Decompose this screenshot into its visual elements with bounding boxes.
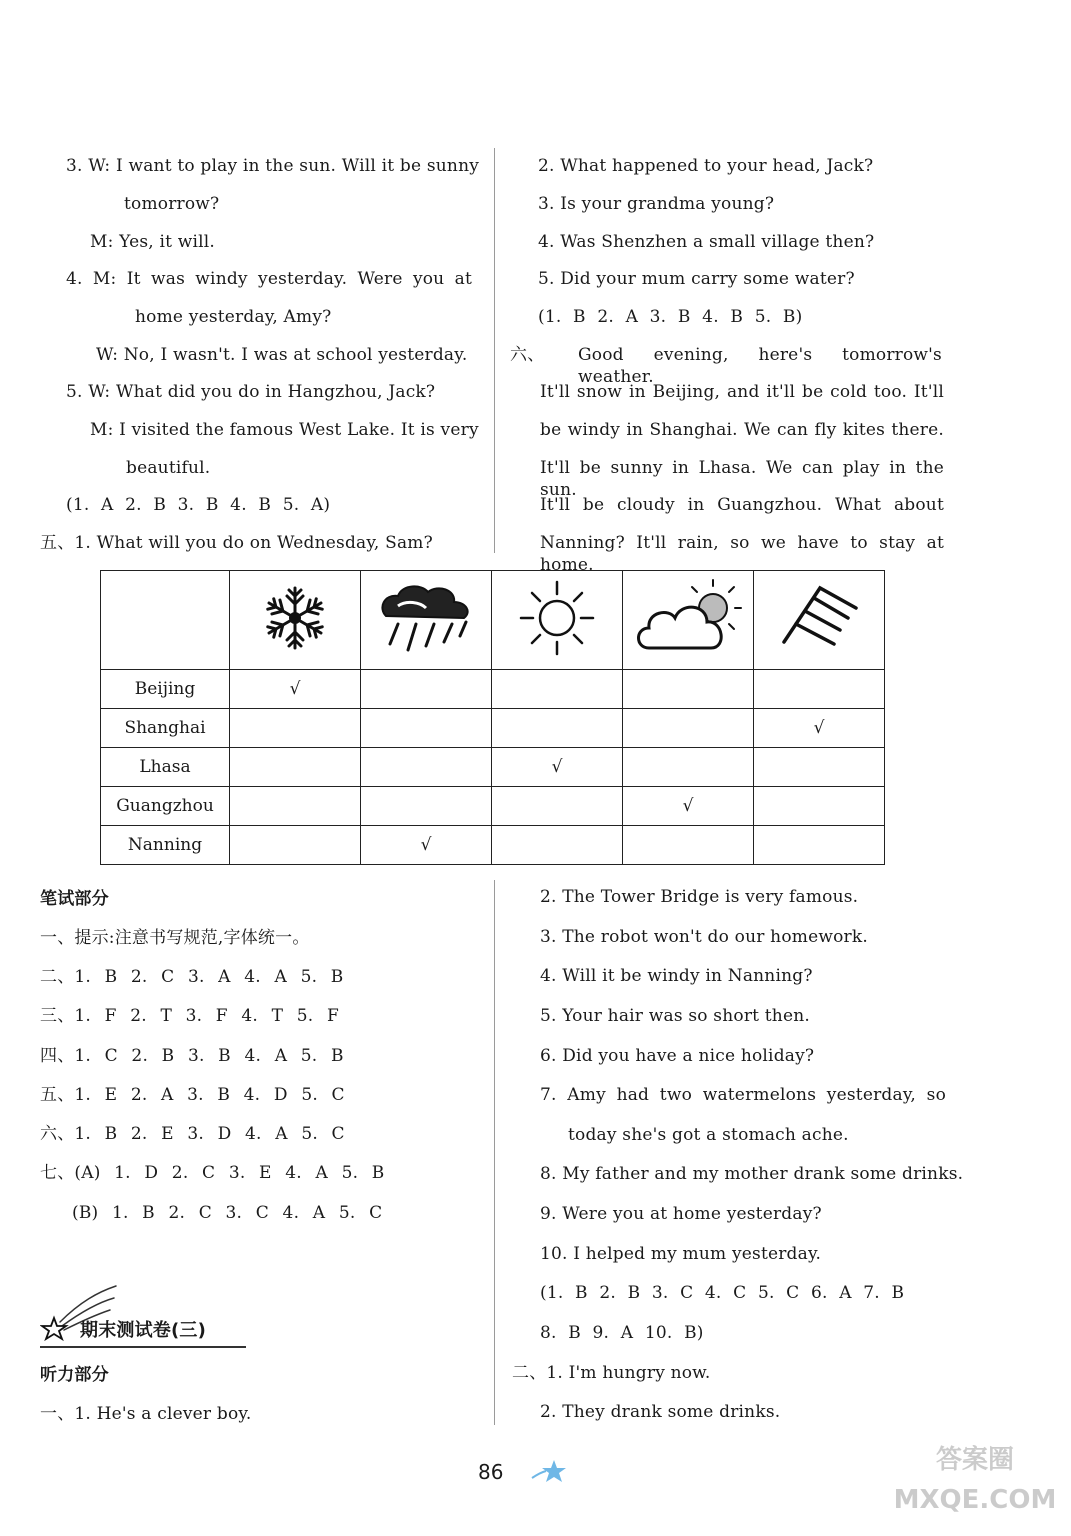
answer-key: 七、(A) 1. D 2. C 3. E 4. A 5. B [40,1163,385,1183]
mark-cell: √ [623,787,754,826]
answer-key: 六、1. B 2. E 3. D 4. A 5. C [40,1124,345,1144]
icon-cell [230,571,361,670]
table-row [101,826,885,865]
mark-cell [754,787,885,826]
sun-icon [517,578,597,658]
mark-cell [623,748,754,787]
mark-cell: √ [754,709,885,748]
wind-icon [774,578,864,658]
text-line: It'll be sunny in Lhasa. We can play in the sun. [540,458,944,500]
table-row [101,748,885,787]
test-title: 期末测试卷(三) [80,1320,207,1341]
mark-cell: √ [361,826,492,865]
mark-cell [230,748,361,787]
mark-cell [230,709,361,748]
answer-key: 四、1. C 2. B 3. B 4. A 5. B [40,1046,344,1066]
text-line: It'll snow in Beijing, and it'll be cold too. It'll [540,382,944,402]
watermark: 答案圈 MXQE.COM [893,1445,1057,1515]
text-line: beautiful. [126,458,211,478]
text-line: Good evening, here's tomorrow's weather. [578,345,942,387]
answer-key: (B) 1. B 2. C 3. C 4. A 5. C [72,1203,383,1223]
answer-key: 五、1. E 2. A 3. B 4. D 5. C [40,1085,345,1105]
text-line: 3. The robot won't do our homework. [540,927,868,947]
answer-key: (1. B 2. B 3. C 4. C 5. C 6. A 7. B [540,1283,905,1303]
mark-cell [754,670,885,709]
city-cell: Beijing [101,670,230,709]
text-line: Nanning? It'll rain, so we have to stay at home. [540,533,944,575]
rain-icon [376,578,476,658]
snow-icon [260,583,330,653]
answer-key: 三、1. F 2. T 3. F 4. T 5. F [40,1006,339,1026]
mark-cell [361,670,492,709]
city-cell: Guangzhou [101,787,230,826]
text-line: 5. W: What did you do in Hangzhou, Jack? [66,382,436,402]
answer-key: (1. A 2. B 3. B 4. B 5. A) [66,495,331,515]
text-line: be windy in Shanghai. We can fly kites there. [540,420,944,440]
text-line: 五、1. What will you do on Wednesday, Sam? [40,533,433,553]
text-line: 6. Did you have a nice holiday? [540,1046,815,1066]
cloudy-icon [633,578,743,658]
mark-cell [492,787,623,826]
text-line: 8. My father and my mother drank some drinks. [540,1164,964,1184]
answer-key: (1. B 2. A 3. B 4. B 5. B) [538,307,803,327]
star-decoration-icon [530,1458,570,1486]
text-line: 二、1. I'm hungry now. [512,1363,711,1383]
mark-cell: √ [230,670,361,709]
column-divider-bottom [494,880,495,1425]
city-cell: Shanghai [101,709,230,748]
text-line: 2. The Tower Bridge is very famous. [540,887,859,907]
text-line: 10. I helped my mum yesterday. [540,1244,822,1264]
mark-cell [623,826,754,865]
text-line: 4. Was Shenzhen a small village then? [538,232,875,252]
table-row [101,709,885,748]
mark-cell [492,670,623,709]
city-cell: Nanning [101,826,230,865]
city-cell: Lhasa [101,748,230,787]
mark-cell [754,748,885,787]
table-row [101,670,885,709]
mark-cell [230,826,361,865]
answer-key: 8. B 9. A 10. B) [540,1323,704,1343]
icon-row [101,571,885,670]
column-divider-top [494,148,495,553]
answer-key: 二、1. B 2. C 3. A 4. A 5. B [40,967,344,987]
mark-cell: √ [492,748,623,787]
text-line: It'll be cloudy in Guangzhou. What about [540,495,944,515]
mark-cell [361,748,492,787]
mark-cell [623,709,754,748]
icon-cell [492,571,623,670]
text-line: 2. What happened to your head, Jack? [538,156,874,176]
text-line: 5. Did your mum carry some water? [538,269,855,289]
text-line: 一、提示:注意书写规范,字体统一。 [40,928,310,948]
mark-cell [492,826,623,865]
text-line: M: I visited the famous West Lake. It is very [90,420,479,440]
icon-cell [623,571,754,670]
title-underline [40,1346,246,1348]
text-line: 2. They drank some drinks. [540,1402,781,1422]
mark-cell [361,787,492,826]
text-line: 3. W: I want to play in the sun. Will it be sunny [66,156,480,176]
text-line: M: Yes, it will. [90,232,216,252]
text-line: 7. Amy had two watermelons yesterday, so [540,1085,946,1105]
text-line: today she's got a stomach ache. [568,1125,849,1145]
section-heading: 笔试部分 [40,889,109,909]
mark-cell [623,670,754,709]
text-line: tomorrow? [124,194,220,214]
text-line: 一、1. He's a clever boy. [40,1404,252,1424]
text-line: home yesterday, Amy? [135,307,332,327]
text-line: 9. Were you at home yesterday? [540,1204,822,1224]
mark-cell [754,826,885,865]
text-line: 3. Is your grandma young? [538,194,775,214]
section-heading: 听力部分 [40,1365,109,1385]
mark-cell [492,709,623,748]
question-number: 六、 [510,345,545,365]
page-number: 86 [478,1460,504,1484]
text-line: 4. Will it be windy in Nanning? [540,966,813,986]
weather-table [100,570,885,865]
icon-cell [361,571,492,670]
text-line: 5. Your hair was so short then. [540,1006,810,1026]
mark-cell [230,787,361,826]
text-line: 4. M: It was windy yesterday. Were you at [66,269,472,289]
text-line: W: No, I wasn't. I was at school yesterday. [96,345,468,365]
blank-header-cell [101,571,230,670]
mark-cell [361,709,492,748]
table-row [101,787,885,826]
icon-cell [754,571,885,670]
